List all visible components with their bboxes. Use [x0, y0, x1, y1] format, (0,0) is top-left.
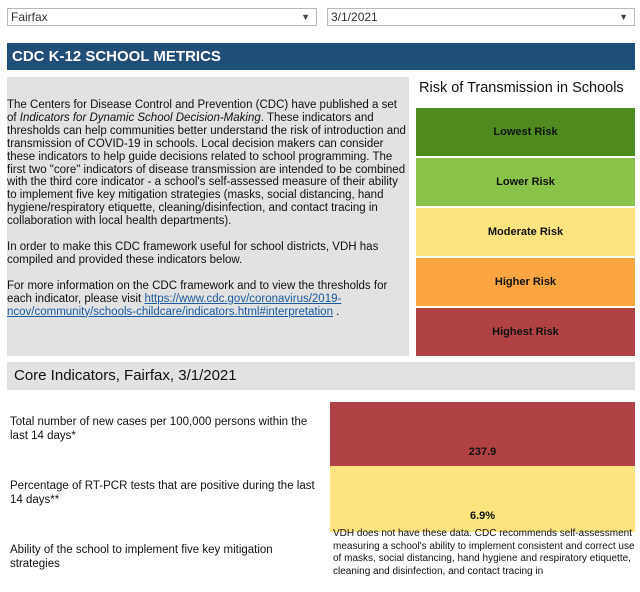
intro-panel — [7, 77, 409, 356]
indicator-mitigation-note: VDH does not have these data. CDC recommends self-assessment measuring a school's ability to implement consistent and correct use of masks, social distancing, hand hygiene and respiratory etiquette, cleaning and disinfection, and contact tracing in — [333, 528, 635, 577]
core-indicators-title-bar — [7, 362, 635, 390]
indicator-positivity-label: Percentage of RT-PCR tests that are positive during the last 14 days** — [10, 480, 315, 506]
date-dropdown-value: 3/1/2021 — [331, 10, 378, 24]
chevron-down-icon[interactable]: ▼ — [619, 12, 628, 22]
risk-level-highest — [416, 308, 635, 356]
indicator-cases-value — [330, 402, 635, 468]
intro-paragraph-2: In order to make this CDC framework useful for school districts, VDH has compiled and provided these indicators below. — [7, 241, 379, 266]
indicator-positivity-value — [330, 466, 635, 532]
intro-italic-title: Indicators for Dynamic School Decision-Making — [19, 111, 261, 124]
page-title-bar — [7, 43, 635, 70]
risk-level-label: Moderate Risk — [487, 226, 564, 238]
risk-level-lower — [416, 158, 635, 206]
risk-level-label: Highest Risk — [492, 326, 559, 338]
risk-level-moderate — [416, 208, 635, 256]
intro-text-1b: . These indicators and thresholds can help communities better understand the risk of introduction and transmission of COVID-19 in schools. Local decision makers can consider these indicators to help guide decisions related to school programming. The first two "core" indicators of disease transmission are intended to be combined with the third core indicator - a school's self-assessed measure of their ability to implement five key mitigation strategies (masks, social distancing, hand hygiene/respiratory etiquette, cleaning/disinfection, and contact tracing in collaboration with local health departments). — [7, 111, 406, 228]
indicator-mitigation-label: Ability of the school to implement five key mitigation strategies — [10, 544, 273, 570]
county-dropdown-value: Fairfax — [11, 10, 48, 24]
risk-level-higher — [416, 258, 635, 306]
risk-legend-title: Risk of Transmission in Schools — [419, 80, 624, 96]
indicator-cases-label: Total number of new cases per 100,000 persons within the last 14 days* — [10, 416, 308, 442]
date-dropdown[interactable] — [327, 8, 635, 26]
county-dropdown[interactable] — [7, 8, 317, 26]
risk-level-label: Higher Risk — [494, 276, 557, 288]
intro-text-3b: . — [332, 305, 340, 318]
cdc-link[interactable]: https://www.cdc.gov/coronavirus/2019-ncov/community/schools-childcare/indicators.html#interpretation — [7, 292, 342, 318]
intro-text-1a: The Centers for Disease Control and Prevention (CDC) have published a set of — [7, 99, 397, 124]
page-title: CDC K-12 SCHOOL METRICS — [12, 48, 221, 65]
intro-paragraph-3 — [7, 280, 406, 319]
risk-level-lowest — [416, 108, 635, 156]
chevron-down-icon[interactable]: ▼ — [301, 12, 310, 22]
risk-level-label: Lowest Risk — [493, 126, 558, 138]
indicator-value-text: 6.9% — [469, 510, 496, 522]
risk-level-label: Lower Risk — [496, 176, 555, 188]
intro-text-3a: For more information on the CDC framework and to view the thresholds for each indicator, please visit — [7, 279, 388, 305]
indicator-value-text: 237.9 — [468, 446, 497, 458]
intro-paragraph-1 — [7, 99, 406, 228]
core-indicators-title: Core Indicators, Fairfax, 3/1/2021 — [14, 367, 237, 384]
